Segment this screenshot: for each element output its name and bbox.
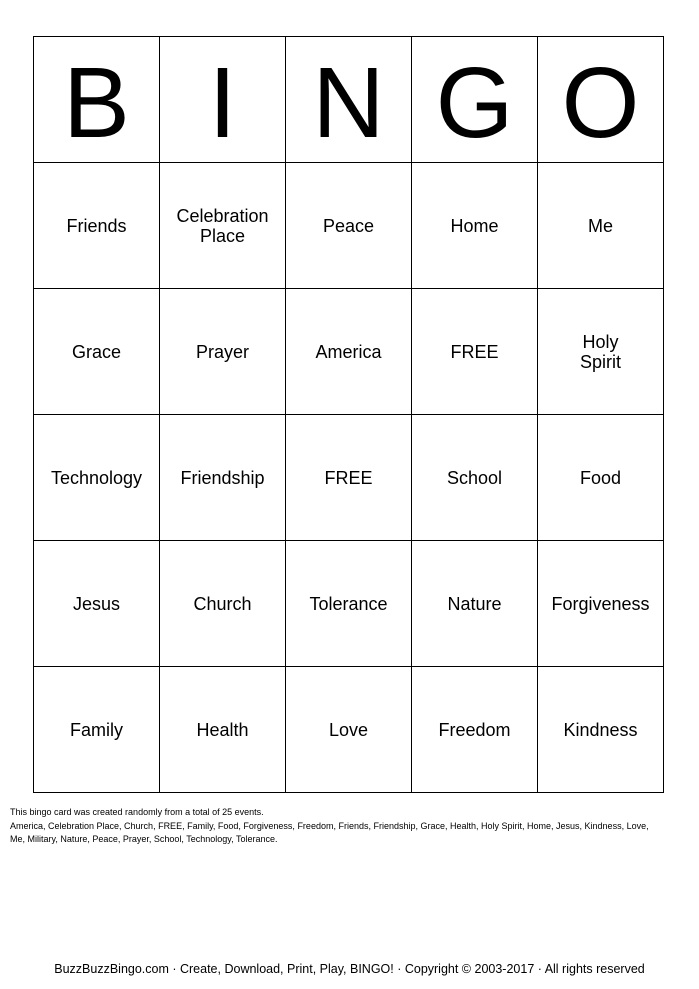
bingo-cell	[34, 667, 160, 793]
bingo-row	[34, 289, 664, 415]
bingo-cell	[286, 415, 412, 541]
bingo-cell	[34, 541, 160, 667]
cell-label: Health	[196, 719, 249, 740]
cell-label: Kindness	[563, 719, 638, 740]
cell-label: America	[315, 341, 382, 362]
cell-label: Technology	[50, 467, 143, 488]
cell-label: Friendship	[180, 467, 265, 488]
bingo-cell	[412, 289, 538, 415]
note-line-3: Me, Military, Nature, Peace, Prayer, School, Technology, Tolerance.	[10, 834, 278, 844]
cell-label: Jesus	[72, 593, 121, 614]
bingo-cell	[538, 289, 664, 415]
bingo-cell	[286, 289, 412, 415]
bingo-row	[34, 541, 664, 667]
header-letter-i: I	[160, 37, 286, 163]
cell-label: Me	[587, 215, 613, 236]
cell-label: Tolerance	[309, 593, 388, 614]
bingo-cell	[412, 541, 538, 667]
bingo-row	[34, 163, 664, 289]
bingo-cell	[286, 541, 412, 667]
cell-label: Church	[193, 593, 252, 614]
header-letter-g: G	[412, 37, 538, 163]
bingo-cell	[538, 667, 664, 793]
bingo-cell	[412, 163, 538, 289]
note-line-1: This bingo card was created randomly from a total of 25 events.	[10, 807, 264, 817]
header-letter-b: B	[34, 37, 160, 163]
bingo-cell	[412, 667, 538, 793]
bingo-header-row	[34, 37, 664, 163]
bingo-cell	[286, 163, 412, 289]
bingo-card	[33, 36, 664, 793]
cell-label: Family	[70, 719, 123, 740]
cell-label: Holy Spirit	[579, 331, 621, 372]
cell-label: Peace	[322, 215, 375, 236]
bingo-cell	[34, 415, 160, 541]
cell-label: Love	[328, 719, 369, 740]
cell-label: Freedom	[438, 719, 511, 740]
bingo-cell	[160, 541, 286, 667]
bingo-cell	[34, 163, 160, 289]
cell-label: FREE	[324, 467, 373, 488]
cell-label: Prayer	[195, 341, 249, 362]
cell-label: Celebration Place	[176, 205, 269, 246]
cell-label: Home	[450, 215, 499, 236]
card-info-note	[10, 806, 690, 847]
bingo-cell	[34, 289, 160, 415]
cell-label: School	[446, 467, 503, 488]
cell-label: FREE	[450, 341, 499, 362]
bingo-cell	[160, 667, 286, 793]
header-letter-o: O	[538, 37, 664, 163]
cell-label: Grace	[71, 341, 122, 362]
cell-label: Friends	[66, 215, 127, 236]
page-footer: BuzzBuzzBingo.com · Create, Download, Print, Play, BINGO! · Copyright © 2003-2017 · All rights reserved	[54, 962, 645, 976]
header-letter-n: N	[286, 37, 412, 163]
cell-label: Food	[579, 467, 622, 488]
note-line-2: America, Celebration Place, Church, FREE, Family, Food, Forgiveness, Freedom, Friends, Friendship, Grace, Health, Holy Spirit, Home, Jesus, Kindness, Love,	[10, 820, 649, 831]
bingo-cell	[160, 163, 286, 289]
bingo-cell	[538, 415, 664, 541]
bingo-cell	[412, 415, 538, 541]
cell-label: Nature	[447, 593, 502, 614]
cell-label: Forgiveness	[551, 593, 650, 614]
bingo-row	[34, 667, 664, 793]
bingo-row	[34, 415, 664, 541]
bingo-cell	[160, 415, 286, 541]
bingo-cell	[538, 163, 664, 289]
bingo-cell	[286, 667, 412, 793]
bingo-cell	[160, 289, 286, 415]
bingo-cell	[538, 541, 664, 667]
